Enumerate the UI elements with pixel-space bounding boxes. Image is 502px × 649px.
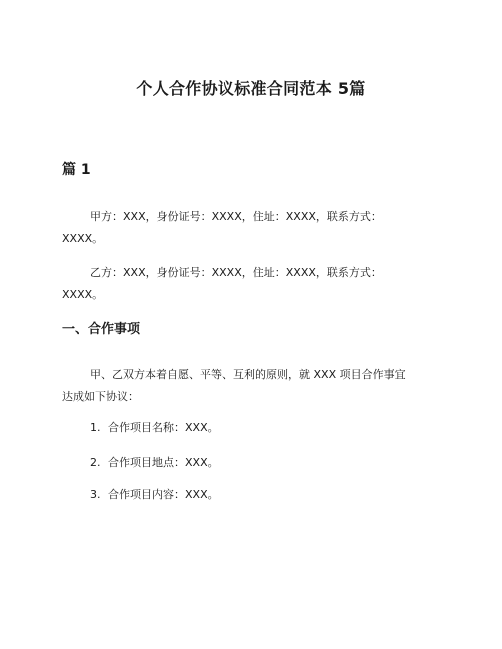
intro-paragraph: 甲、乙双方本着自愿、平等、互利的原则，就 XXX 项目合作事宜达成如下协议： — [62, 368, 406, 403]
party-a-paragraph: 甲方：XXX，身份证号：XXXX，住址：XXXX，联系方式：XXXX。 — [62, 210, 382, 245]
list-item-number: 3. — [90, 488, 101, 501]
list-item-text: 合作项目名称：XXX。 — [108, 421, 219, 434]
list-item — [90, 486, 219, 504]
sub-heading: 一、合作事项 — [62, 322, 141, 337]
list-item-text: 合作项目内容：XXX。 — [108, 488, 219, 501]
list-item-text: 合作项目地点：XXX。 — [108, 456, 219, 469]
list-item — [90, 419, 219, 437]
party-b-paragraph: 乙方：XXX，身份证号：XXXX，住址：XXXX，联系方式：XXXX。 — [62, 266, 382, 301]
section-heading: 篇 1 — [62, 162, 91, 178]
document-title: 个人合作协议标准合同范本 5篇 — [136, 79, 366, 98]
list-item-number: 2. — [90, 456, 101, 469]
list-item — [90, 454, 219, 472]
list-item-number: 1. — [90, 421, 101, 434]
